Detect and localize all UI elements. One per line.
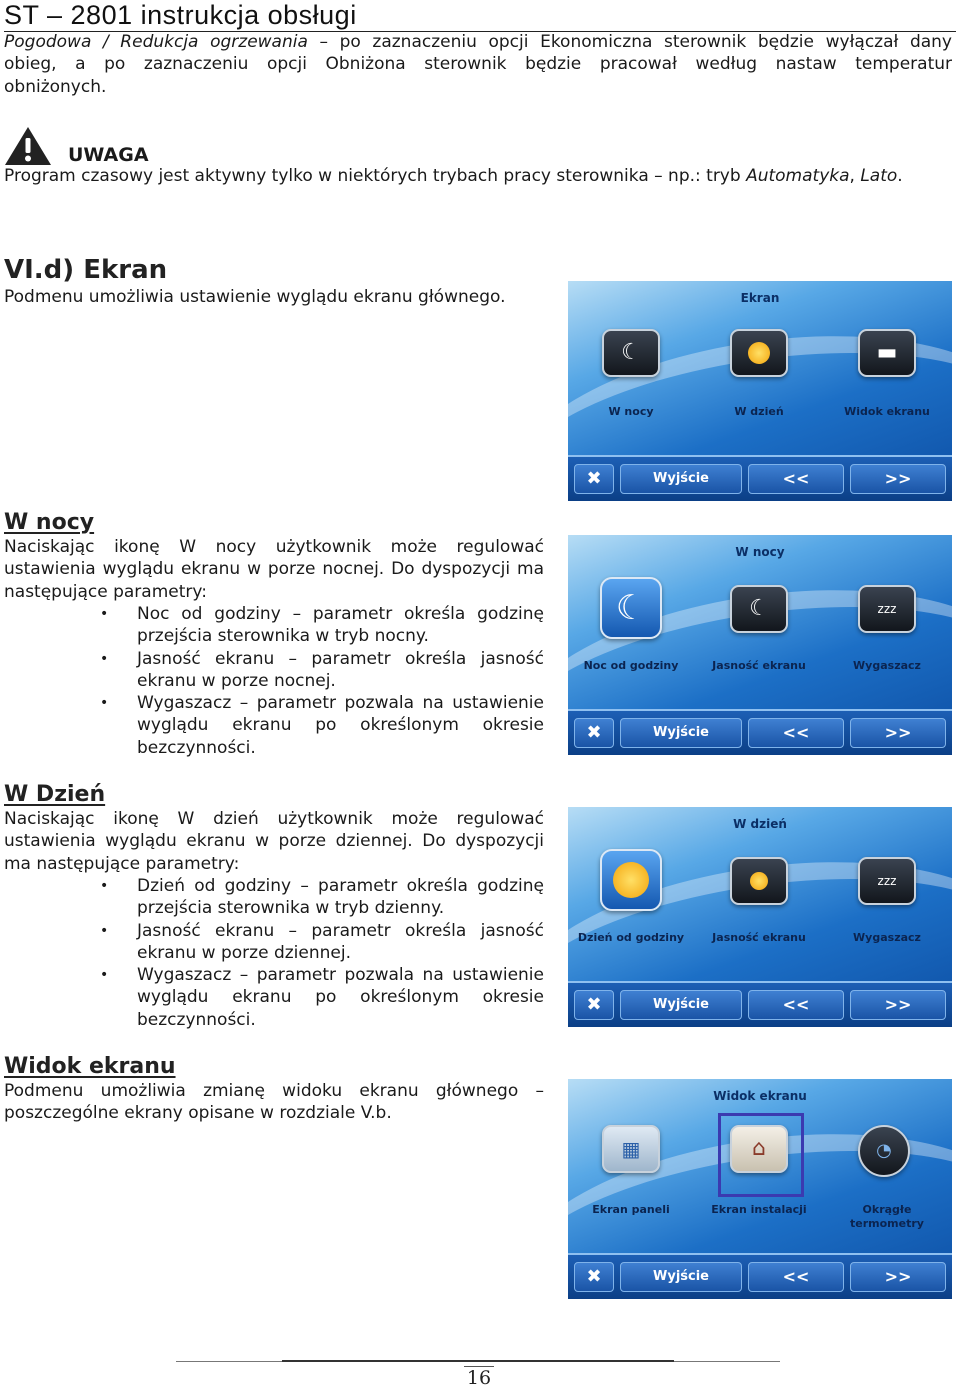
screenshot-widok-ekranu-menu	[568, 1079, 952, 1299]
list-item: • Wygaszacz – parametr pozwala na ustawienie wyglądu ekranu po określonym okresie bezczynności.	[100, 692, 544, 759]
screen-button-bar	[568, 981, 952, 1027]
section-text-ekran: Podmenu umożliwia ustawienie wyglądu ekranu głównego.	[4, 287, 506, 307]
list-item: • Jasność ekranu – parametr określa jasność ekranu w porze dziennej.	[100, 920, 544, 965]
screensaver-icon[interactable]: zzz	[858, 585, 916, 633]
screen-button-bar	[568, 455, 952, 501]
screensaver-icon[interactable]: zzz	[858, 857, 916, 905]
section-text-widok-ekranu: Podmenu umożliwia zmianę widoku ekranu głównego – poszczególne ekrany opisane w rozdziale V.b.	[4, 1081, 544, 1124]
house-icon[interactable]: ⌂	[730, 1125, 788, 1173]
footer-rule-bold	[282, 1360, 674, 1362]
screenshot-w-dzien-menu	[568, 807, 952, 1027]
close-button[interactable]: ✖	[574, 1262, 614, 1292]
screen-label: Jasność ekranu	[712, 931, 806, 944]
screen-label: Wygaszacz	[853, 931, 921, 944]
screen-icon[interactable]: ▬	[858, 329, 916, 377]
page-header	[4, 0, 956, 32]
warning-row	[4, 124, 149, 166]
screen-title: W nocy	[735, 545, 785, 559]
warning-end: .	[897, 166, 903, 186]
sun-icon[interactable]	[730, 329, 788, 377]
warning-label: UWAGA	[68, 144, 149, 166]
list-item: • Dzień od godziny – parametr określa godzinę przejścia sterownika w tryb dzienny.	[100, 875, 544, 920]
screenshot-w-nocy-menu	[568, 535, 952, 755]
next-button[interactable]: >>	[850, 718, 946, 748]
w-dzien-parameter-list	[100, 875, 544, 1031]
exit-button[interactable]: Wyjście	[620, 990, 742, 1020]
section-text-w-nocy: Naciskając ikonę W nocy użytkownik może regulować ustawienia wyglądu ekranu w porze nocnej. Do dyspozycji ma następujące parametry:	[4, 537, 544, 602]
screen-label: Noc od godziny	[583, 659, 679, 672]
moon-brightness-icon[interactable]: ☾	[730, 585, 788, 633]
section-heading-ekran: VI.d) Ekran	[4, 255, 168, 285]
screen-label: Okrągłe termometry	[850, 1203, 924, 1230]
intro-paragraph	[4, 31, 952, 98]
close-button[interactable]: ✖	[574, 464, 614, 494]
close-button[interactable]: ✖	[574, 718, 614, 748]
intro-line1: – po zaznaczeniu opcji Ekonomiczna sterownik będzie wyłączał dany	[307, 32, 952, 52]
screen-button-bar	[568, 1253, 952, 1299]
sun-icon[interactable]	[600, 849, 662, 911]
screen-title: W dzień	[733, 817, 787, 831]
sun-brightness-icon[interactable]	[730, 857, 788, 905]
list-item: • Jasność ekranu – parametr określa jasność ekranu w porze nocnej.	[100, 648, 544, 693]
screen-label: Wygaszacz	[853, 659, 921, 672]
next-button[interactable]: >>	[850, 464, 946, 494]
prev-button[interactable]: <<	[748, 990, 844, 1020]
warning-sep: ,	[849, 166, 861, 186]
warning-mode-lato: Lato	[860, 166, 898, 186]
screen-title: Widok ekranu	[713, 1089, 807, 1103]
warning-text-main: Program czasowy jest aktywny tylko w niektórych trybach pracy sterownika – np.: tryb	[4, 166, 747, 186]
screen-title: Ekran	[740, 291, 780, 305]
moon-icon[interactable]: ☾	[600, 577, 662, 639]
screen-button-bar	[568, 709, 952, 755]
warning-text	[4, 165, 952, 187]
prev-button[interactable]: <<	[748, 464, 844, 494]
intro-line2: obieg, a po zaznaczeniu opcji Obniżona sterownik będzie pracował według nastaw temperatur	[4, 54, 952, 75]
next-button[interactable]: >>	[850, 1262, 946, 1292]
screen-label: W dzień	[734, 405, 784, 418]
exit-button[interactable]: Wyjście	[620, 718, 742, 748]
exit-button[interactable]: Wyjście	[620, 1262, 742, 1292]
screen-label: Ekran paneli	[592, 1203, 670, 1216]
document-title: ST – 2801 instrukcja obsługi	[4, 0, 357, 30]
next-button[interactable]: >>	[850, 990, 946, 1020]
screen-label: Ekran instalacji	[711, 1203, 807, 1216]
screenshot-ekran-menu	[568, 281, 952, 501]
close-button[interactable]: ✖	[574, 990, 614, 1020]
section-heading-w-dzien: W Dzień	[4, 782, 106, 807]
section-heading-widok-ekranu: Widok ekranu	[4, 1054, 176, 1079]
prev-button[interactable]: <<	[748, 1262, 844, 1292]
panels-icon[interactable]: ▦	[602, 1125, 660, 1173]
screen-label: Dzień od godziny	[577, 931, 685, 944]
list-item: • Wygaszacz – parametr pozwala na ustawienie wyglądu ekranu po określonym okresie bezczynności.	[100, 964, 544, 1031]
prev-button[interactable]: <<	[748, 718, 844, 748]
exit-button[interactable]: Wyjście	[620, 464, 742, 494]
warning-triangle-icon	[4, 126, 52, 166]
screen-label: Widok ekranu	[844, 405, 930, 418]
screen-label: Jasność ekranu	[712, 659, 806, 672]
screen-label: W nocy	[608, 405, 654, 418]
moon-icon[interactable]: ☾	[602, 329, 660, 377]
w-nocy-parameter-list	[100, 603, 544, 759]
intro-line3: obniżonych.	[4, 76, 107, 97]
list-item: • Noc od godziny – parametr określa godzinę przejścia sterownika w tryb nocny.	[100, 603, 544, 648]
round-thermometer-icon[interactable]: ◔	[858, 1125, 910, 1177]
intro-term: Pogodowa / Redukcja ogrzewania	[4, 32, 308, 52]
page-number: 16	[464, 1366, 494, 1387]
section-text-w-dzien: Naciskając ikonę W dzień użytkownik może regulować ustawienia wyglądu ekranu w porze dziennej. Do dyspozycji ma następujące parametry:	[4, 809, 544, 874]
warning-mode-automatyka: Automatyka	[746, 166, 850, 186]
section-heading-w-nocy: W nocy	[4, 510, 95, 535]
